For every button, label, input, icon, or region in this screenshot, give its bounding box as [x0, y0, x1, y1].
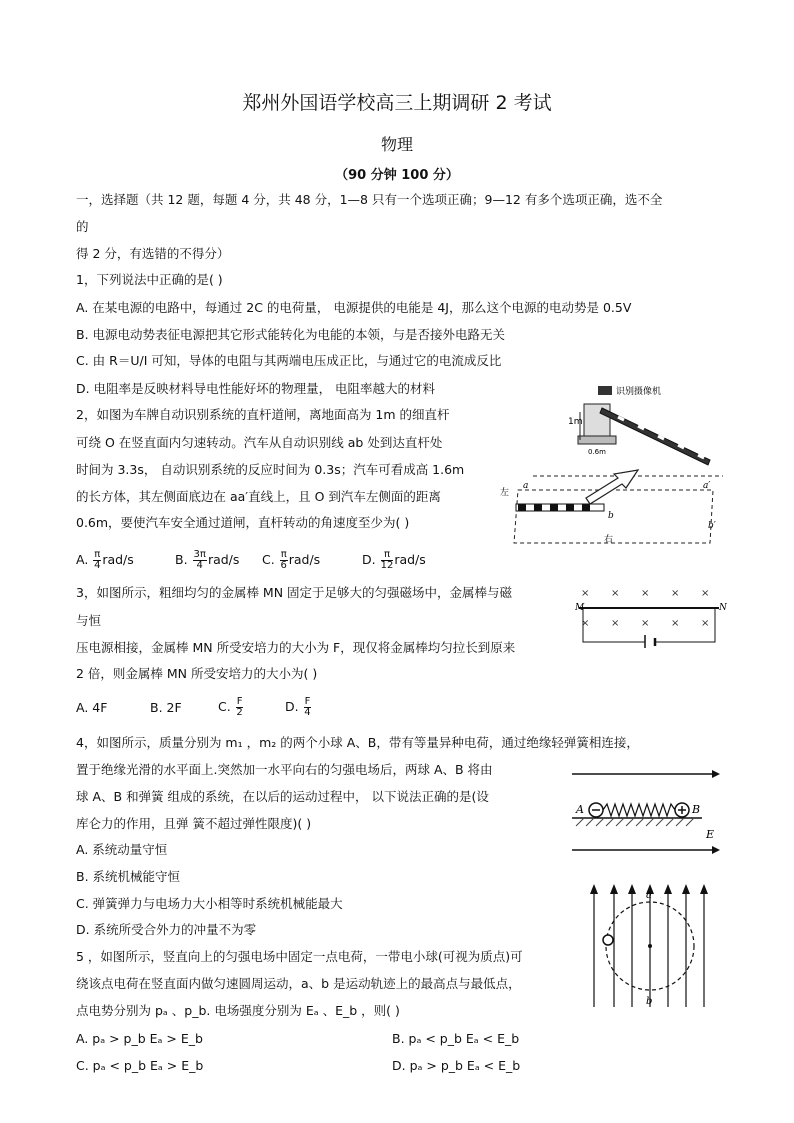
q1-option-b: B. 电源电动势表征电源把其它形式能转化为电能的本领，与是否接外电路无关	[76, 327, 506, 342]
q3-line1: 3，如图所示，粗细均匀的金属棒 MN 固定于足够大的匀强磁场中，金属棒与磁	[76, 585, 513, 600]
q4-option-a: A. 系统动量守恒	[76, 842, 168, 857]
q2-option-d: D. $\frac{\pi}{12}$ rad/s	[362, 549, 426, 571]
q3-option-a: A. 4F	[76, 700, 108, 715]
q1-option-d: D. 电阻率是反映材料导电性能好坏的物理量， 电阻率越大的材料	[76, 381, 436, 396]
svg-text:×: ×	[701, 588, 710, 599]
fixed-point-charge	[648, 944, 652, 948]
time-score: （90 分钟 100 分）	[335, 168, 459, 183]
svg-text:b: b	[608, 511, 614, 521]
q5-line2: 绕该点电荷在竖直面内做匀速圆周运动，a、b 是运动轨迹上的最高点与最低点，	[76, 976, 521, 991]
svg-text:E: E	[706, 828, 715, 841]
q5-line1: 5 ，如图所示，竖直向上的匀强电场中固定一点电荷，一带电小球(可视为质点)可	[76, 949, 523, 964]
q4-line3: 球 A、B 和弹簧 组成的系统，在以后的运动过程中， 以下说法正确的是(设	[76, 789, 489, 804]
svg-text:1m: 1m	[568, 417, 583, 427]
q4-option-d: D. 系统所受合外力的冲量不为零	[76, 922, 257, 937]
svg-text:×: ×	[581, 618, 590, 629]
q5-option-c: C. pₐ < p_b Eₐ > E_b	[76, 1058, 204, 1073]
q3-option-c: C. $\frac{F}{2}$	[218, 696, 243, 718]
q5-circular-motion-figure	[584, 882, 716, 1010]
q4-option-b: B. 系统机械能守恒	[76, 869, 181, 884]
q2-line3: 时间为 3.3s， 自动识别系统的反应时间为 0.3s；汽车可看成高 1.6m	[76, 462, 465, 477]
q1-option-a: A. 在某电源的电路中，每通过 2C 的电荷量， 电源提供的电能是 4J，那么这个电源的电动势是 0.5V	[76, 300, 632, 315]
svg-text:a: a	[523, 481, 529, 491]
q4-spring-figure	[562, 760, 726, 860]
q4-line1: 4，如图所示，质量分别为 m₁ ，m₂ 的两个小球 A、B，带有等量异种电荷，通过绝缘轻弹簧相连接，	[76, 735, 639, 750]
svg-text:a: a	[646, 890, 652, 901]
q3-magnetic-field-figure	[575, 586, 727, 648]
svg-text:×: ×	[611, 618, 620, 629]
svg-text:b′: b′	[708, 521, 716, 531]
svg-text:×: ×	[701, 618, 710, 629]
svg-text:0.6m: 0.6m	[588, 448, 606, 456]
svg-text:右: 右	[604, 535, 614, 545]
q4-line2: 置于绝缘光滑的水平面上.突然加一水平向右的匀强电场后，两球 A、B 将由	[76, 762, 493, 777]
q5-option-d: D. pₐ > p_b Eₐ < E_b	[392, 1058, 521, 1073]
section-instructions-line1: 一，选择题（共 12 题，每题 4 分，共 48 分，1—8 只有一个选项正确；9—12 有多个选项正确，选不全	[76, 192, 663, 207]
q4-option-c: C. 弹簧弹力与电场力大小相等时系统机械能最大	[76, 896, 343, 911]
svg-text:M: M	[575, 603, 585, 613]
q1-stem: 1，下列说法中正确的是( )	[76, 272, 223, 287]
q5-option-a: A. pₐ > p_b Eₐ > E_b	[76, 1031, 203, 1046]
camera-icon	[598, 386, 612, 395]
charged-ball	[603, 935, 613, 945]
q2-barrier-gate-figure	[498, 378, 730, 546]
subject-title: 物理	[380, 135, 413, 154]
svg-text:左: 左	[500, 488, 510, 498]
q2-line5: 0.6m，要使汽车安全通过道闸，直杆转动的角速度至少为( )	[76, 515, 410, 530]
section-instructions-line2: 的	[76, 219, 89, 234]
q2-line4: 的长方体，其左侧面底边在 aa′直线上，且 O 到汽车左侧面的距离	[76, 489, 441, 504]
q3-option-d: D. $\frac{F}{4}$	[285, 696, 311, 718]
q2-option-b: B. $\frac{3\pi}{4}$ rad/s	[175, 549, 240, 571]
q1-option-c: C. 由 R＝U/I 可知，导体的电阻与其两端电压成正比，与通过它的电流成反比	[76, 353, 502, 368]
q4-line4: 库仑力的作用，且弹 簧不超过弹性限度)( )	[76, 816, 312, 831]
svg-text:B: B	[692, 803, 701, 816]
recognition-line-ab	[516, 504, 604, 511]
svg-text:×: ×	[641, 618, 650, 629]
q3-line3: 压电源相接，金属棒 MN 所受安培力的大小为 F，现仅将金属棒均匀拉长到原来	[76, 640, 516, 655]
svg-text:A: A	[576, 803, 584, 816]
svg-text:×: ×	[611, 588, 620, 599]
q2-b-fraction: $\frac{3\pi}{4}$	[193, 549, 206, 571]
section-instructions-line3: 得 2 分，有选错的不得分）	[76, 246, 230, 261]
svg-text:b: b	[646, 996, 653, 1007]
q2-option-c: C. $\frac{\pi}{6}$ rad/s	[262, 549, 321, 571]
svg-text:a′: a′	[703, 481, 711, 491]
q2-line1: 2，如图为车牌自动识别系统的直杆道闸，离地面高为 1m 的细直杆	[76, 407, 450, 422]
exam-title: 郑州外国语学校高三上期调研 2 考试	[242, 92, 552, 114]
direction-arrow-icon	[586, 470, 638, 504]
q2-c-fraction: $\frac{\pi}{6}$	[280, 549, 287, 571]
svg-text:×: ×	[581, 588, 590, 599]
q2-line2: 可绕 O 在竖直面内匀速转动。汽车从自动识别线 ab 处到达直杆处	[76, 435, 443, 450]
svg-text:识别摄像机: 识别摄像机	[616, 387, 662, 397]
svg-text:×: ×	[671, 618, 680, 629]
q3-line4: 2 倍，则金属棒 MN 所受安培力的大小为( )	[76, 666, 318, 681]
q2-d-fraction: $\frac{\pi}{12}$	[380, 549, 394, 571]
svg-text:N: N	[719, 603, 727, 613]
svg-text:×: ×	[641, 588, 650, 599]
svg-text:×: ×	[671, 588, 680, 599]
q5-line3: 点电势分别为 pₐ 、p_b. 电场强度分别为 Eₐ 、E_b ，则( )	[76, 1003, 400, 1018]
q2-option-a: A. $\frac{\pi}{4}$ rad/s	[76, 549, 134, 571]
q3-line2: 与恒	[76, 613, 102, 628]
q5-option-b: B. pₐ < p_b Eₐ < E_b	[392, 1031, 520, 1046]
gate-post	[584, 404, 610, 440]
q2-a-fraction: $\frac{\pi}{4}$	[94, 549, 101, 571]
q3-option-b: B. 2F	[150, 700, 182, 715]
